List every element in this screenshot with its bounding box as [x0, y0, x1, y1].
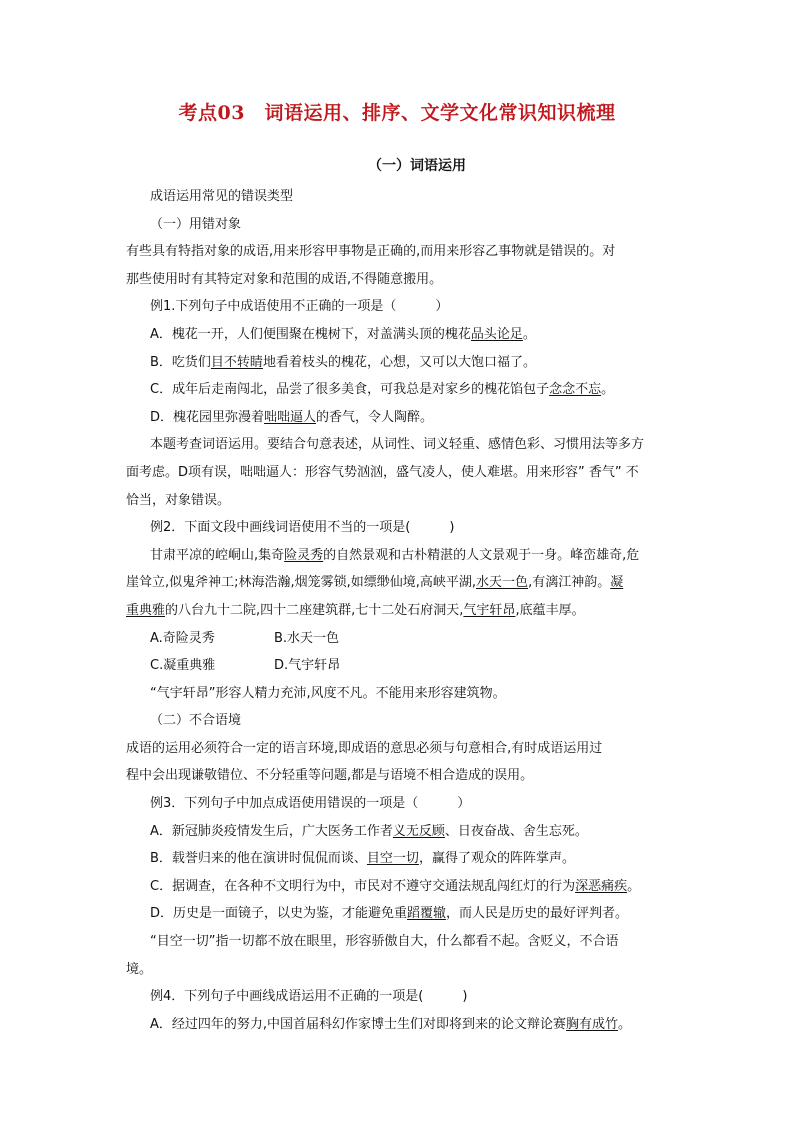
option: D．历史是一面镜子，以史为鉴，才能避免重蹈覆辙，而人民是历史的最好评判者。 [150, 906, 629, 922]
underlined-idiom: 蹈覆辙 [407, 906, 447, 922]
option: C．据调查，在各种不文明行为中，市民对不遵守交通法规乱闯红灯的行为深恶痛疾。 [150, 878, 641, 894]
paragraph: 那些使用时有其特定对象和范围的成语,不得随意搬用。 [126, 271, 443, 287]
section-title: （一）词语运用 [368, 158, 466, 174]
option-a: A.奇险灵秀 [150, 630, 215, 646]
question: 例3．下列句子中加点成语使用错误的一项是（ ） [150, 796, 471, 812]
paragraph: 有些具有特指对象的成语,用来形容甲事物是正确的,而用来形容乙事物就是错误的。对 [126, 244, 616, 260]
question: 例4．下列句子中画线成语运用不正确的一项是( ) [150, 989, 468, 1005]
question: 例1.下列句子中成语使用不正确的一项是（ ） [150, 299, 449, 315]
underlined-idiom: 目不转睛 [210, 354, 263, 370]
option: B．载誉归来的他在演讲时侃侃而谈、目空一切，赢得了观众的阵阵掌声。 [150, 851, 575, 867]
paragraph: “目空一切”指一切都不放在眼里，形容骄傲自大，什么都看不起。含贬义，不合语 [150, 934, 619, 950]
underlined-idiom: 品头论足 [470, 326, 523, 342]
underlined-idiom: 险灵秀 [284, 547, 324, 563]
paragraph: 面考虑。D项有误，咄咄逼人：形容气势汹汹，盛气凌人，使人难堪。用来形容” 香气” 不 [126, 464, 639, 480]
option-b: B.水天一色 [274, 630, 340, 646]
option: A．经过四年的努力,中国首届科幻作家博士生们对即将到来的论文辩论赛胸有成竹。 [150, 1016, 632, 1032]
option-c: C.凝重典雅 [150, 658, 216, 674]
subheading: （二）不合语境 [150, 713, 242, 729]
underlined-idiom: 深恶痛疾 [575, 878, 628, 894]
option: C．成年后走南闯北，品尝了很多美食，可我总是对家乡的槐花馅包子念念不忘。 [150, 382, 615, 398]
paragraph: 境。 [126, 961, 153, 977]
option-d: D.气宇轩昂 [274, 658, 341, 674]
paragraph: 程中会出现谦敬错位、不分轻重等问题,都是与语境不相合造成的误用。 [126, 768, 534, 784]
page-title: 考点03 词语运用、排序、文学文化常识知识梳理 [178, 102, 616, 124]
underlined-idiom: 凝 [610, 575, 624, 591]
paragraph: 重典雅的八台九十二院,四十二座建筑群,七十二处石府洞天,气宇轩昂,底蕴丰厚。 [126, 602, 585, 618]
paragraph: 本题考查词语运用。要结合句意表述，从词性、词义轻重、感情色彩、习惯用法等多方 [150, 437, 645, 453]
paragraph: 恰当，对象错误。 [126, 492, 231, 508]
option: D．槐花园里弥漫着咄咄逼人的香气，令人陶醉。 [150, 409, 434, 425]
underlined-idiom: 咄咄逼人 [264, 409, 317, 425]
underlined-idiom: 气宇轩昂 [463, 602, 516, 618]
underlined-idiom: 水天一色 [476, 575, 529, 591]
document-body [126, 183, 648, 1038]
paragraph: 甘肃平凉的崆峒山,集奇险灵秀的自然景观和古朴精湛的人文景观于一身。峰峦雄奇,危 [150, 547, 640, 563]
question: 例2．下面文段中画线词语使用不当的一项是( ) [150, 520, 455, 536]
subheading: （一）用错对象 [150, 216, 242, 232]
underlined-idiom: 念念不忘 [549, 382, 602, 398]
option: A．槐花一开，人们便围聚在槐树下，对盖满头顶的槐花品头论足。 [150, 326, 536, 342]
underlined-idiom: 重典雅 [126, 602, 166, 618]
underlined-idiom: 义无反顾 [392, 823, 445, 839]
option-row [146, 625, 648, 653]
underlined-idiom: 胸有成竹 [566, 1016, 619, 1032]
paragraph: 成语运用常见的错误类型 [150, 189, 294, 204]
paragraph: 崖耸立,似鬼斧神工;林海浩瀚,烟笼雾锁,如缥缈仙境,高峡平湖,水天一色,有漓江神韵。凝 [126, 575, 624, 591]
underlined-idiom: 目空一切 [366, 851, 419, 867]
paragraph: 成语的运用必须符合一定的语言环境,即成语的意思必须与句意相合,有时成语运用过 [126, 740, 603, 756]
option: B．吃货们目不转睛地看着枝头的槐花，心想，又可以大饱口福了。 [150, 354, 536, 370]
paragraph: “气宇轩昂”形容人精力充沛,风度不凡。不能用来形容建筑物。 [150, 685, 506, 701]
option-row [146, 652, 648, 680]
option: A．新冠肺炎疫情发生后，广大医务工作者义无反顾、日夜奋战、舍生忘死。 [150, 823, 588, 839]
